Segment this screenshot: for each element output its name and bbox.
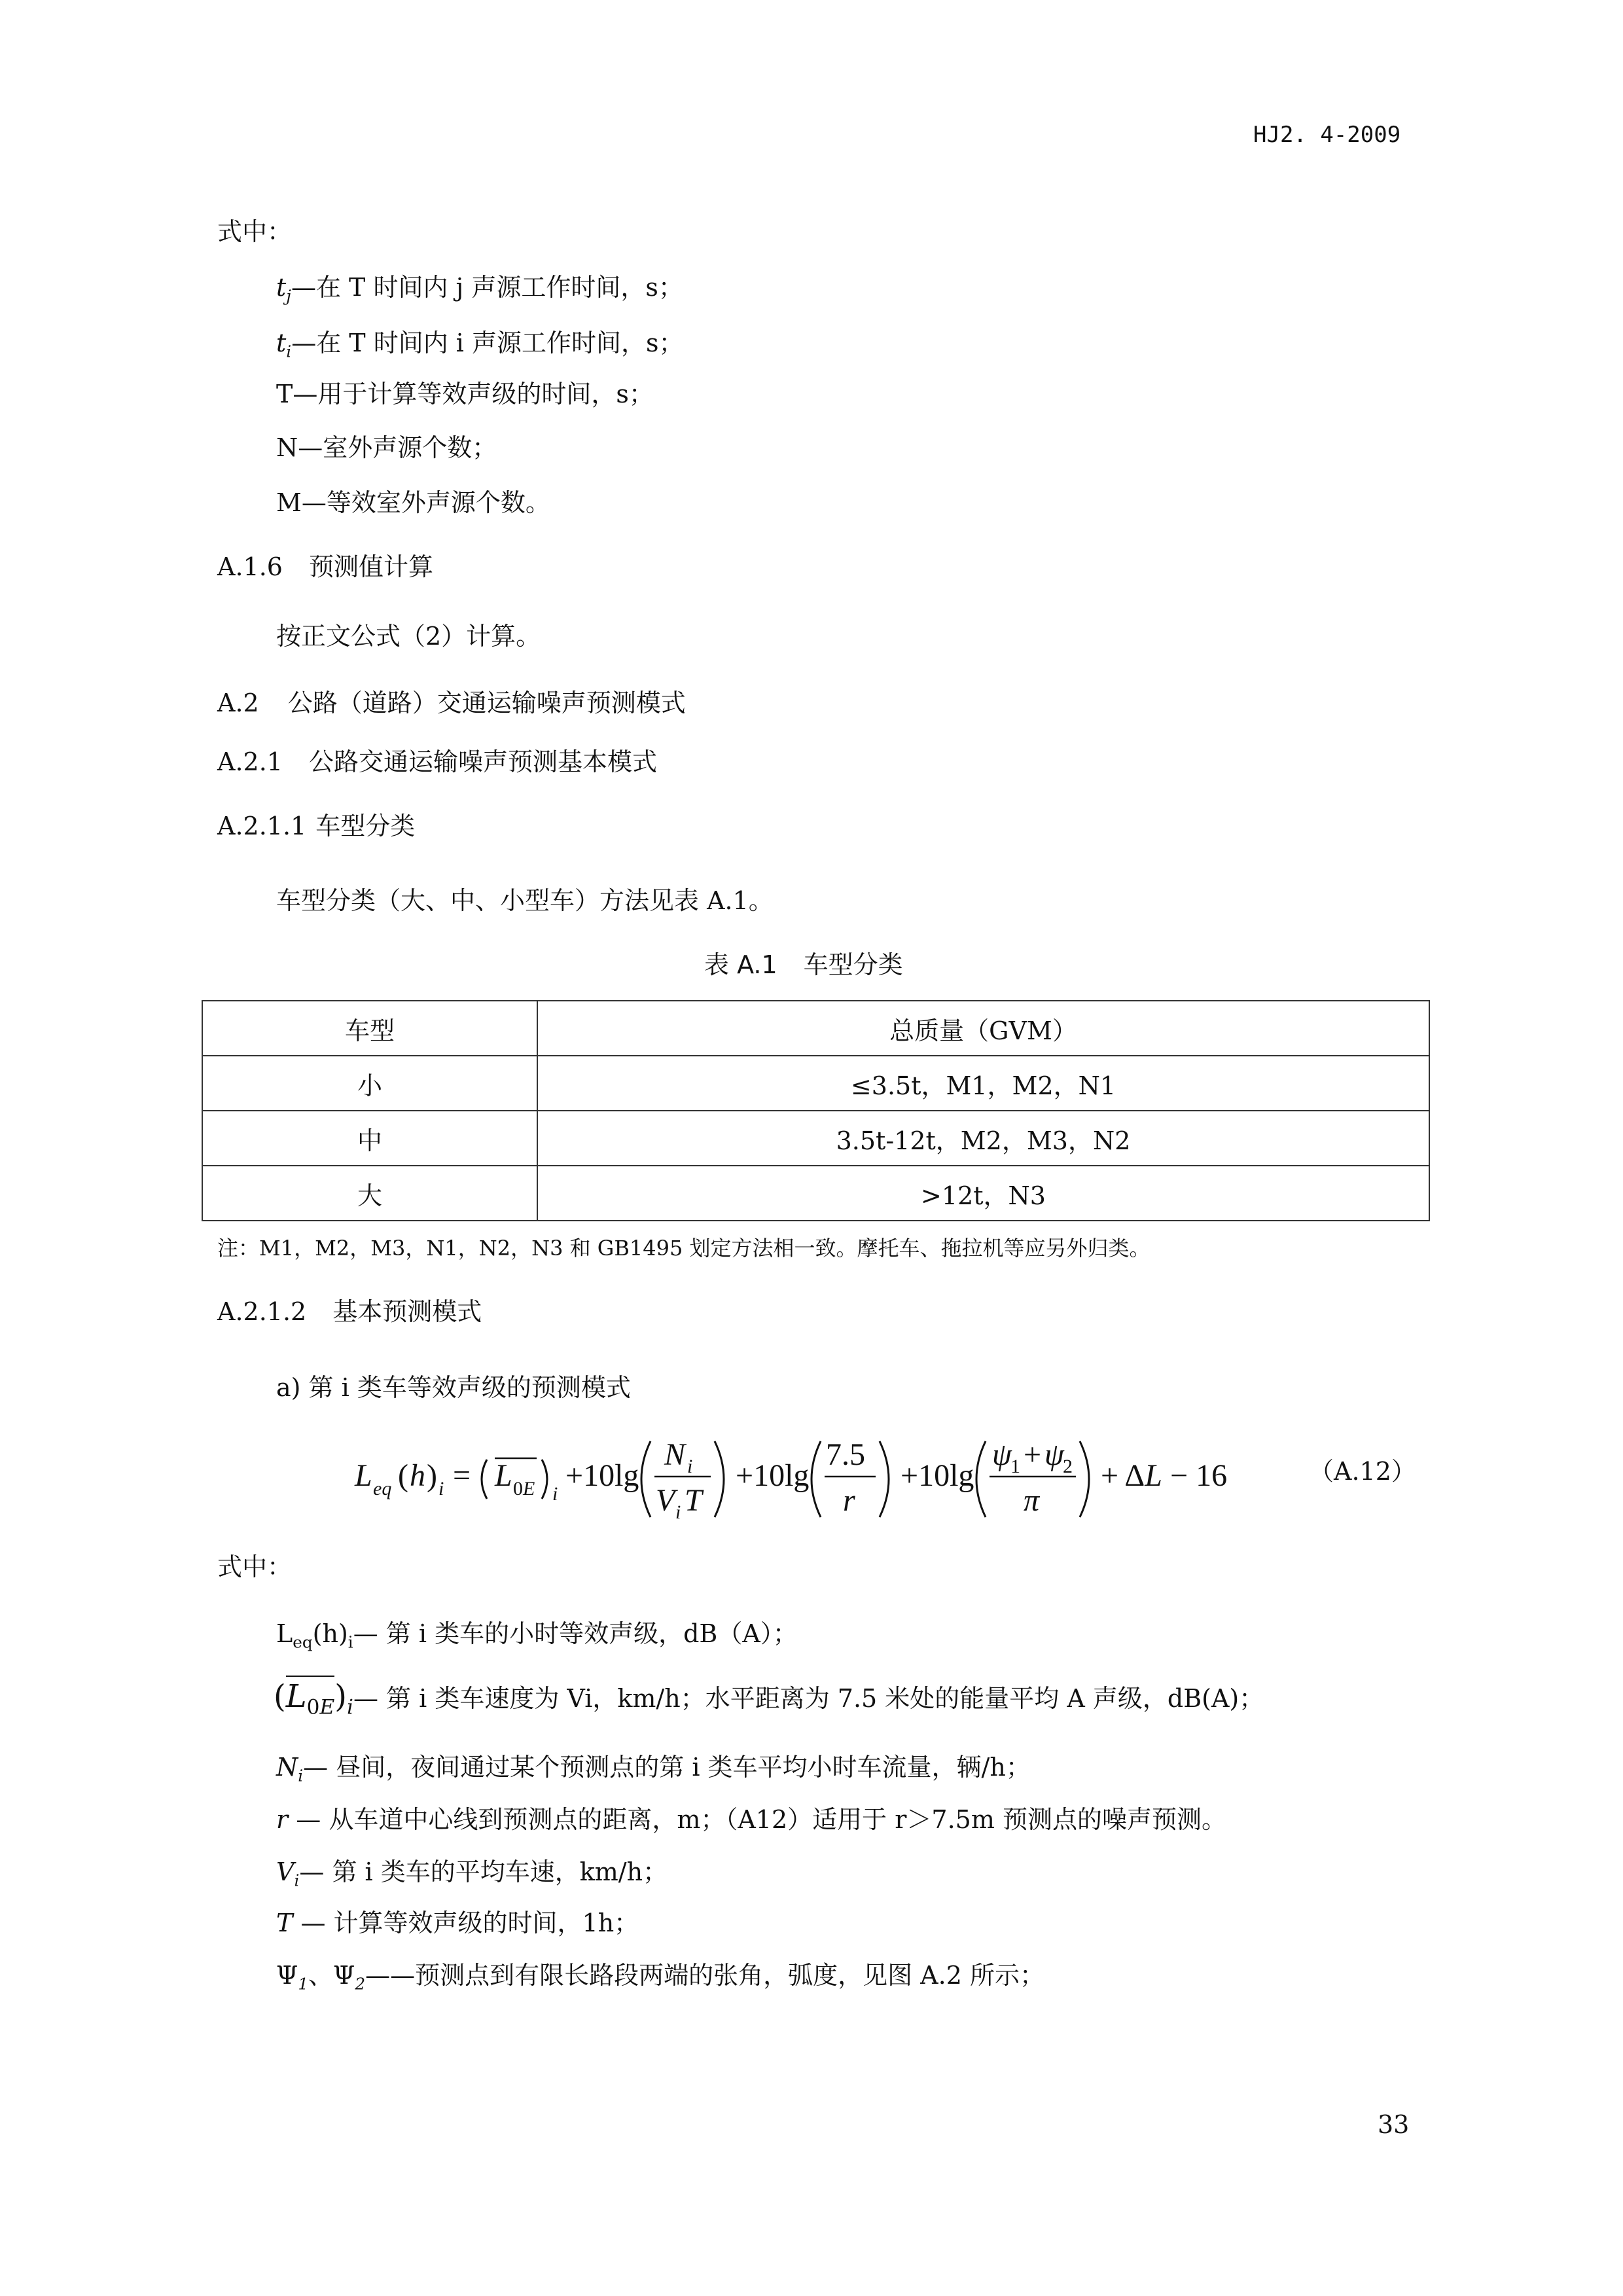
svg-text:0E: 0E bbox=[513, 1478, 535, 1499]
svg-text:=: = bbox=[453, 1458, 471, 1493]
subscript-j: j bbox=[286, 286, 291, 306]
table-row bbox=[202, 1166, 1429, 1221]
def-T: T—用于计算等效声级的时间，s； bbox=[276, 380, 654, 408]
table-caption bbox=[704, 949, 903, 980]
section-a2-heading bbox=[217, 687, 686, 719]
table-cell: 大 bbox=[202, 1166, 537, 1221]
def-ti-text: —在 T 时间内 i 声源工作时间，s； bbox=[291, 329, 684, 357]
table-header-type: 车型 bbox=[202, 1001, 537, 1056]
def-N: N—室外声源个数； bbox=[276, 433, 497, 462]
svg-text:7.5: 7.5 bbox=[826, 1437, 865, 1472]
svg-text:L: L bbox=[495, 1458, 512, 1493]
svg-text:V: V bbox=[656, 1483, 675, 1518]
symbol-Ni: $N_i$ bbox=[276, 1753, 304, 1785]
table-note: 注：M1，M2，M3，N1，N2，N3 和 GB1495 划定方法相一致。摩托车、拖拉机等应另外归类。 bbox=[217, 1236, 1150, 1261]
svg-text:ψ: ψ bbox=[1044, 1437, 1064, 1472]
svg-text:): ) bbox=[427, 1458, 437, 1493]
svg-text:i: i bbox=[687, 1456, 693, 1477]
table-row bbox=[202, 1111, 1429, 1166]
table-row bbox=[202, 1056, 1429, 1111]
svg-text:+: + bbox=[1024, 1437, 1042, 1472]
svg-text:i: i bbox=[438, 1478, 444, 1499]
def-tj-text: —在 T 时间内 j 声源工作时间，s； bbox=[291, 273, 683, 302]
formula-intro-1: 式中： bbox=[217, 217, 293, 246]
def-Ni-text: — 昼间，夜间通过某个预测点的第 i 类车平均小时车流量，辆/h； bbox=[303, 1753, 1031, 1782]
svg-text:+10lg: +10lg bbox=[736, 1458, 810, 1493]
section-title: 基本预测模式 bbox=[332, 1297, 482, 1326]
def-Vi-text: — 第 i 类车的平均车速，km/h； bbox=[299, 1857, 668, 1886]
section-number: A.2.1.1 bbox=[217, 812, 307, 840]
svg-text:L: L bbox=[355, 1458, 372, 1493]
svg-text:T: T bbox=[685, 1483, 702, 1518]
table-cell: 小 bbox=[202, 1056, 537, 1111]
def-r bbox=[276, 1804, 1226, 1835]
svg-text:+ ΔL − 16: + ΔL − 16 bbox=[1101, 1458, 1228, 1493]
section-a16-heading bbox=[217, 551, 433, 583]
svg-text:i: i bbox=[675, 1501, 681, 1523]
section-title: 公路交通运输噪声预测基本模式 bbox=[308, 747, 657, 776]
table-caption-title: 车型分类 bbox=[803, 950, 903, 979]
def-T2 bbox=[276, 1907, 639, 1939]
formula-label: （A.12） bbox=[1309, 1457, 1416, 1486]
svg-text:(: ( bbox=[398, 1458, 408, 1493]
def-l0e-text: — 第 i 类车速度为 Vi，km/h；水平距离为 7.5 米处的能量平均 A 声级，dB(A)； bbox=[353, 1684, 1264, 1713]
section-a212-heading bbox=[217, 1296, 482, 1327]
svg-text:+10lg: +10lg bbox=[565, 1458, 639, 1493]
table-caption-number: 表 A.1 bbox=[704, 950, 777, 979]
svg-text:N: N bbox=[664, 1437, 686, 1472]
svg-text:h: h bbox=[410, 1458, 425, 1493]
formula-a12 bbox=[347, 1414, 1440, 1538]
symbol-leq: $L_{eq}(h)_i$ bbox=[276, 1619, 353, 1652]
section-a211-heading bbox=[217, 810, 415, 842]
item-a: a) 第 i 类车等效声级的预测模式 bbox=[276, 1373, 631, 1402]
vehicle-type-table bbox=[202, 1000, 1430, 1221]
section-number: A.2.1 bbox=[217, 747, 283, 776]
symbol-Vi: $V_i$ bbox=[276, 1857, 300, 1890]
table-header-row bbox=[202, 1001, 1429, 1056]
svg-text:2: 2 bbox=[1063, 1456, 1073, 1477]
def-M: M—等效室外声源个数。 bbox=[276, 488, 550, 517]
def-leq bbox=[276, 1618, 798, 1659]
section-title: 预测值计算 bbox=[308, 552, 433, 581]
def-psi-text: ——预测点到有限长路段两端的张角，弧度，见图 A.2 所示； bbox=[365, 1961, 1044, 1990]
svg-text:eq: eq bbox=[373, 1478, 392, 1499]
document-code: HJ2. 4-2009 bbox=[1253, 122, 1401, 148]
symbol-psi: $\Psi_1$、$\Psi_2$ bbox=[276, 1961, 366, 1994]
symbol-t: t bbox=[276, 273, 287, 302]
def-tj bbox=[276, 272, 683, 312]
formula-intro-2: 式中： bbox=[217, 1552, 293, 1581]
svg-text:1: 1 bbox=[1010, 1456, 1020, 1477]
def-ti bbox=[276, 327, 684, 368]
section-number: A.2.1.2 bbox=[217, 1297, 307, 1326]
def-leq-text: — 第 i 类车的小时等效声级，dB（A）； bbox=[353, 1619, 798, 1648]
symbol-t: t bbox=[276, 329, 287, 357]
symbol-l0e: $(L_{0E})_i$ bbox=[274, 1678, 353, 1715]
page-number: 33 bbox=[1378, 2110, 1410, 2139]
section-number: A.2 bbox=[217, 689, 259, 717]
svg-text:r: r bbox=[843, 1483, 855, 1518]
symbol-T: T bbox=[276, 1909, 301, 1937]
svg-text:ψ: ψ bbox=[992, 1437, 1012, 1472]
section-title: 公路（道路）交通运输噪声预测模式 bbox=[287, 689, 686, 717]
def-Ni bbox=[276, 1751, 1031, 1792]
section-number: A.1.6 bbox=[217, 552, 283, 581]
table-cell: 中 bbox=[202, 1111, 537, 1166]
section-title: 车型分类 bbox=[315, 812, 416, 840]
svg-text:+10lg: +10lg bbox=[901, 1458, 974, 1493]
def-l0e bbox=[274, 1678, 1264, 1723]
table-cell: ≤3.5t，M1，M2，N1 bbox=[537, 1056, 1429, 1111]
def-Vi bbox=[276, 1856, 668, 1897]
table-cell: 3.5t-12t，M2，M3，N2 bbox=[537, 1111, 1429, 1166]
def-r-text: — 从车道中心线到预测点的距离，m；（A12）适用于 r＞7.5m 预测点的噪声预测。 bbox=[296, 1805, 1226, 1834]
table-header-gvm: 总质量（GVM） bbox=[537, 1001, 1429, 1056]
section-a16-body: 按正文公式（2）计算。 bbox=[276, 622, 541, 651]
section-a211-body: 车型分类（大、中、小型车）方法见表 A.1。 bbox=[276, 886, 774, 915]
section-a21-heading bbox=[217, 746, 657, 778]
def-psi bbox=[276, 1960, 1044, 2000]
svg-text:i: i bbox=[552, 1483, 558, 1505]
table-cell: >12t，N3 bbox=[537, 1166, 1429, 1221]
subscript-i: i bbox=[286, 342, 292, 361]
symbol-r: r bbox=[276, 1805, 296, 1834]
svg-text:π: π bbox=[1024, 1483, 1040, 1518]
def-T2-text: — 计算等效声级的时间，1h； bbox=[300, 1909, 639, 1937]
